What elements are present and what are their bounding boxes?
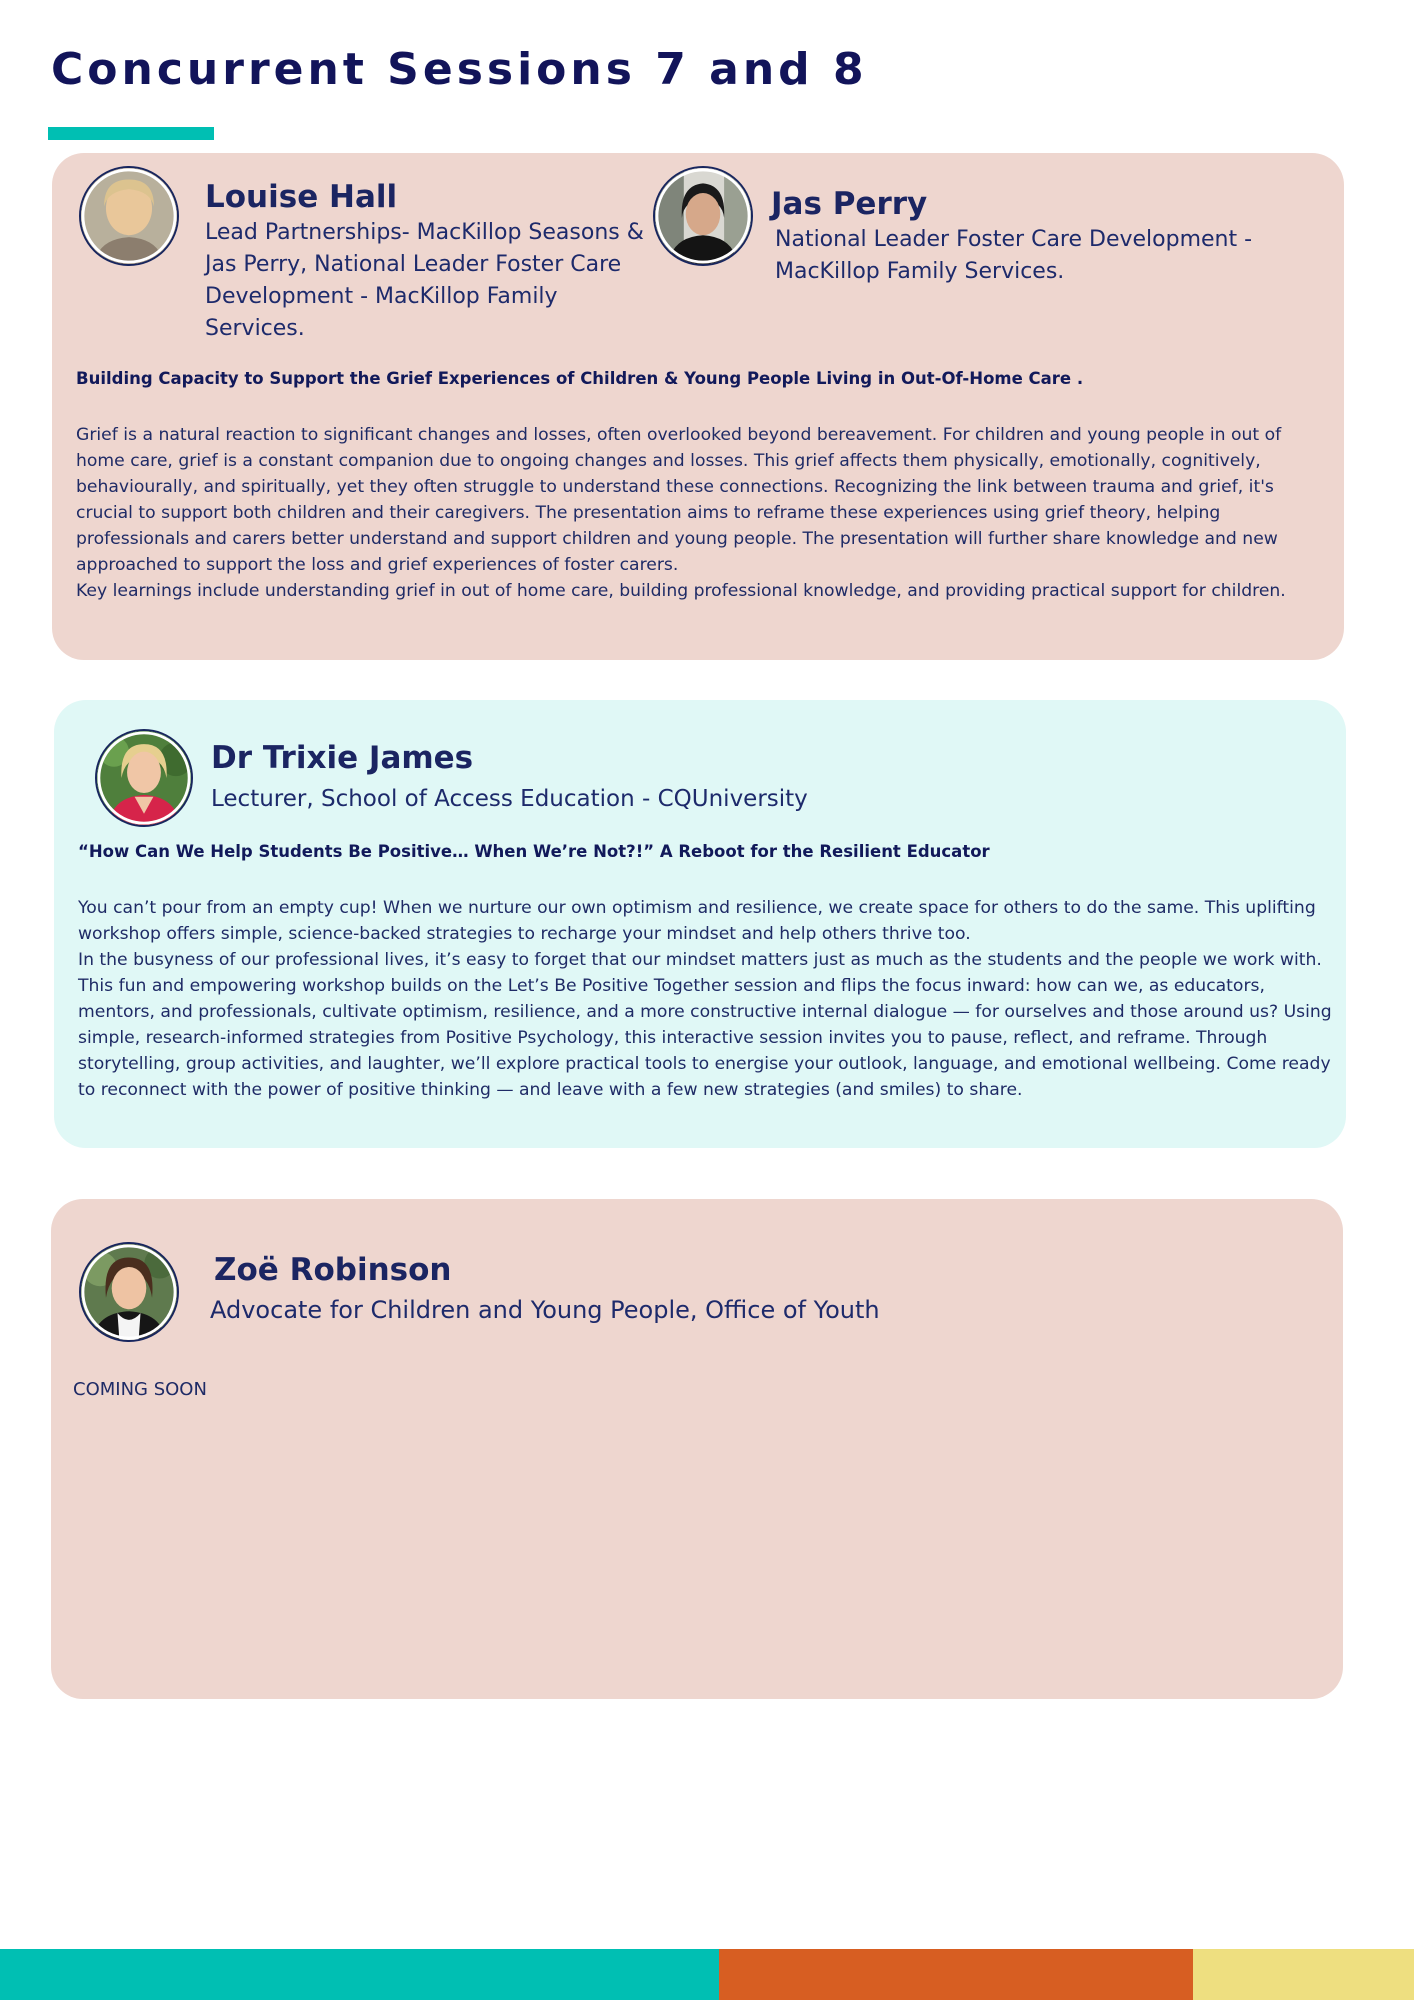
description-paragraph: In the busyness of our professional lives, it’s easy to forget that our mindset matters just as much as the students and the people we work with. This fun and empowering workshop builds on the Let’s Be Positive Together session and flips the focus inward: how can we, as educators, mentors, and professionals, cultivate optimism, resilience, and a more constructive internal dialogue — for ourselves and those around us? Using simple, research-informed strategies from Positive Psychology, this interactive session invites you to pause, reflect, and reframe. Through storytelling, group activities, and laughter, we’ll explore practical tools to energise your outlook, language, and emotional wellbeing. Come ready to reconnect with the power of positive thinking — and leave with a few new strategies (and smiles) to share. (78, 950, 1332, 1100)
jas-perry-photo-icon (653, 166, 753, 266)
footer-bar-yellow (1193, 1949, 1414, 2000)
speaker-name-louise-hall: Louise Hall (205, 179, 398, 215)
footer-bar-teal (0, 1949, 719, 2000)
speaker-role-trixie-james: Lecturer, School of Access Education - CQUniversity (211, 786, 808, 812)
speaker-role-jas-perry: National Leader Foster Care Development - MacKillop Family Services. (775, 227, 1253, 284)
session-card-grief (52, 153, 1344, 660)
footer-bar-orange (719, 1949, 1193, 2000)
session-card-resilient-educator (54, 700, 1346, 1148)
description-paragraph: Grief is a natural reaction to significant changes and losses, often overlooked beyond bereavement. For children and young people in out of home care, grief is a constant companion due to ongoing changes and losses. This grief affects them physically, emotionally, cognitively, behaviourally, and spiritually, yet they often struggle to understand these connections. Recognizing the link between trauma and grief, it's crucial to support both children and their caregivers. The presentation aims to reframe these experiences using grief theory, helping professionals and carers better understand and support children and young people. The presentation will further share knowledge and new approached to support the loss and grief experiences of foster carers. (76, 425, 1282, 575)
key-learnings-paragraph: Key learnings include understanding grief in out of home care, building professional knowledge, and providing practical support for children. (76, 581, 1286, 601)
session-description (78, 895, 1338, 1103)
title-underline (48, 127, 214, 140)
session-card-zoe-robinson (51, 1199, 1343, 1699)
speaker-name-trixie-james: Dr Trixie James (211, 740, 474, 776)
session-description (76, 422, 1334, 604)
coming-soon-label: COMING SOON (73, 1379, 207, 1400)
session-title: “How Can We Help Students Be Positive… When We’re Not?!” A Reboot for the Resilient Educator (78, 842, 990, 861)
speaker-name-zoe-robinson: Zoë Robinson (214, 1252, 452, 1288)
page-title: Concurrent Sessions 7 and 8 (51, 44, 868, 95)
speaker-role-louise-hall: Lead Partnerships- MacKillop Seasons & Jas Perry, National Leader Foster Care Development - MacKillop Family Services. (205, 220, 644, 341)
session-title: Building Capacity to Support the Grief Experiences of Children & Young People Living in Out-Of-Home Care . (76, 369, 1084, 388)
louise-hall-photo-icon (79, 166, 179, 266)
trixie-james-photo-icon (95, 729, 193, 827)
speaker-name-jas-perry: Jas Perry (771, 186, 928, 222)
intro-paragraph: You can’t pour from an empty cup! When we nurture our own optimism and resilience, we create space for others to do the same. This uplifting workshop offers simple, science-backed strategies to recharge your mindset and help others thrive too. (78, 898, 1316, 944)
zoe-robinson-photo-icon (79, 1242, 179, 1342)
speaker-role-zoe-robinson: Advocate for Children and Young People, Office of Youth (210, 1296, 880, 1324)
